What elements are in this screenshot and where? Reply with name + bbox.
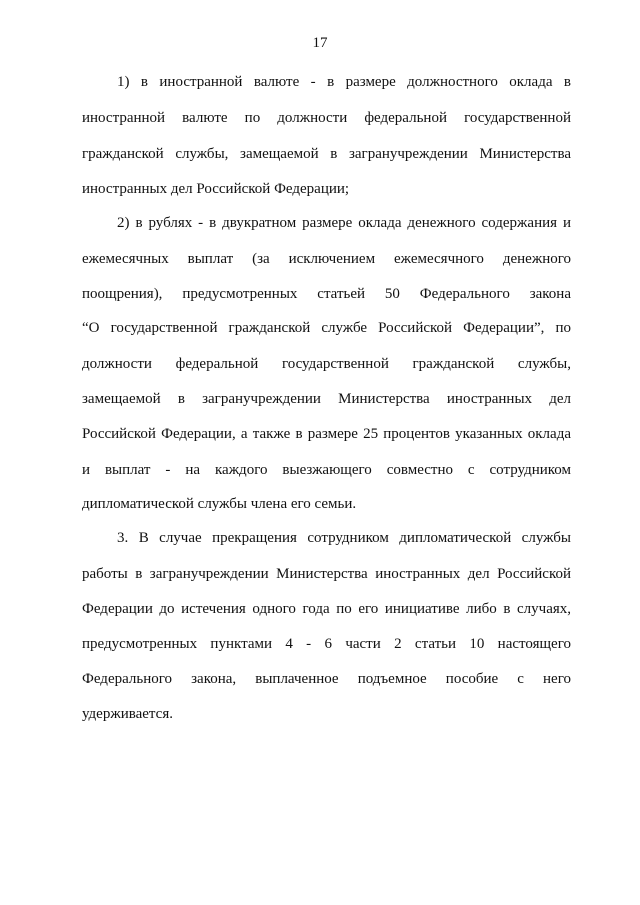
text-line: иностранных дел Российской Федерации; (82, 181, 350, 197)
text-line: работы в загранучреждении Министерства иностранных дел Российской (82, 566, 571, 582)
text-line: поощрения), предусмотренных статьей 50 Федерального закона (82, 286, 571, 302)
text-line: удерживается. (82, 706, 173, 722)
text-line: “О государственной гражданской службе Российской Федерации”, по (82, 320, 571, 336)
text-line: 2) в рублях - в двукратном размере оклада денежного содержания и (117, 215, 571, 231)
page-number: 17 (312, 35, 328, 51)
text-line: должности федеральной государственной гражданской службы, (82, 356, 571, 372)
text-line: 1) в иностранной валюте - в размере должностного оклада в (117, 74, 571, 90)
text-line: гражданской службы, замещаемой в загранучреждении Министерства (82, 146, 571, 162)
text-line: иностранной валюте по должности федеральной государственной (82, 110, 571, 126)
text-line: замещаемой в загранучреждении Министерства иностранных дел (82, 391, 571, 407)
text-line: дипломатической службы члена его семьи. (82, 496, 357, 512)
text-line: предусмотренных пунктами 4 - 6 части 2 статьи 10 настоящего (82, 636, 571, 652)
text-line: Федерации до истечения одного года по его инициативе либо в случаях, (82, 601, 571, 617)
text-line: 3. В случае прекращения сотрудником дипломатической службы (117, 530, 571, 546)
text-line: и выплат - на каждого выезжающего совместно с сотрудником (82, 462, 571, 478)
text-line: Российской Федерации, а также в размере 25 процентов указанных оклада (82, 426, 571, 442)
text-line: Федерального закона, выплаченное подъемное пособие с него (82, 671, 571, 687)
text-line: ежемесячных выплат (за исключением ежемесячного денежного (82, 251, 571, 267)
